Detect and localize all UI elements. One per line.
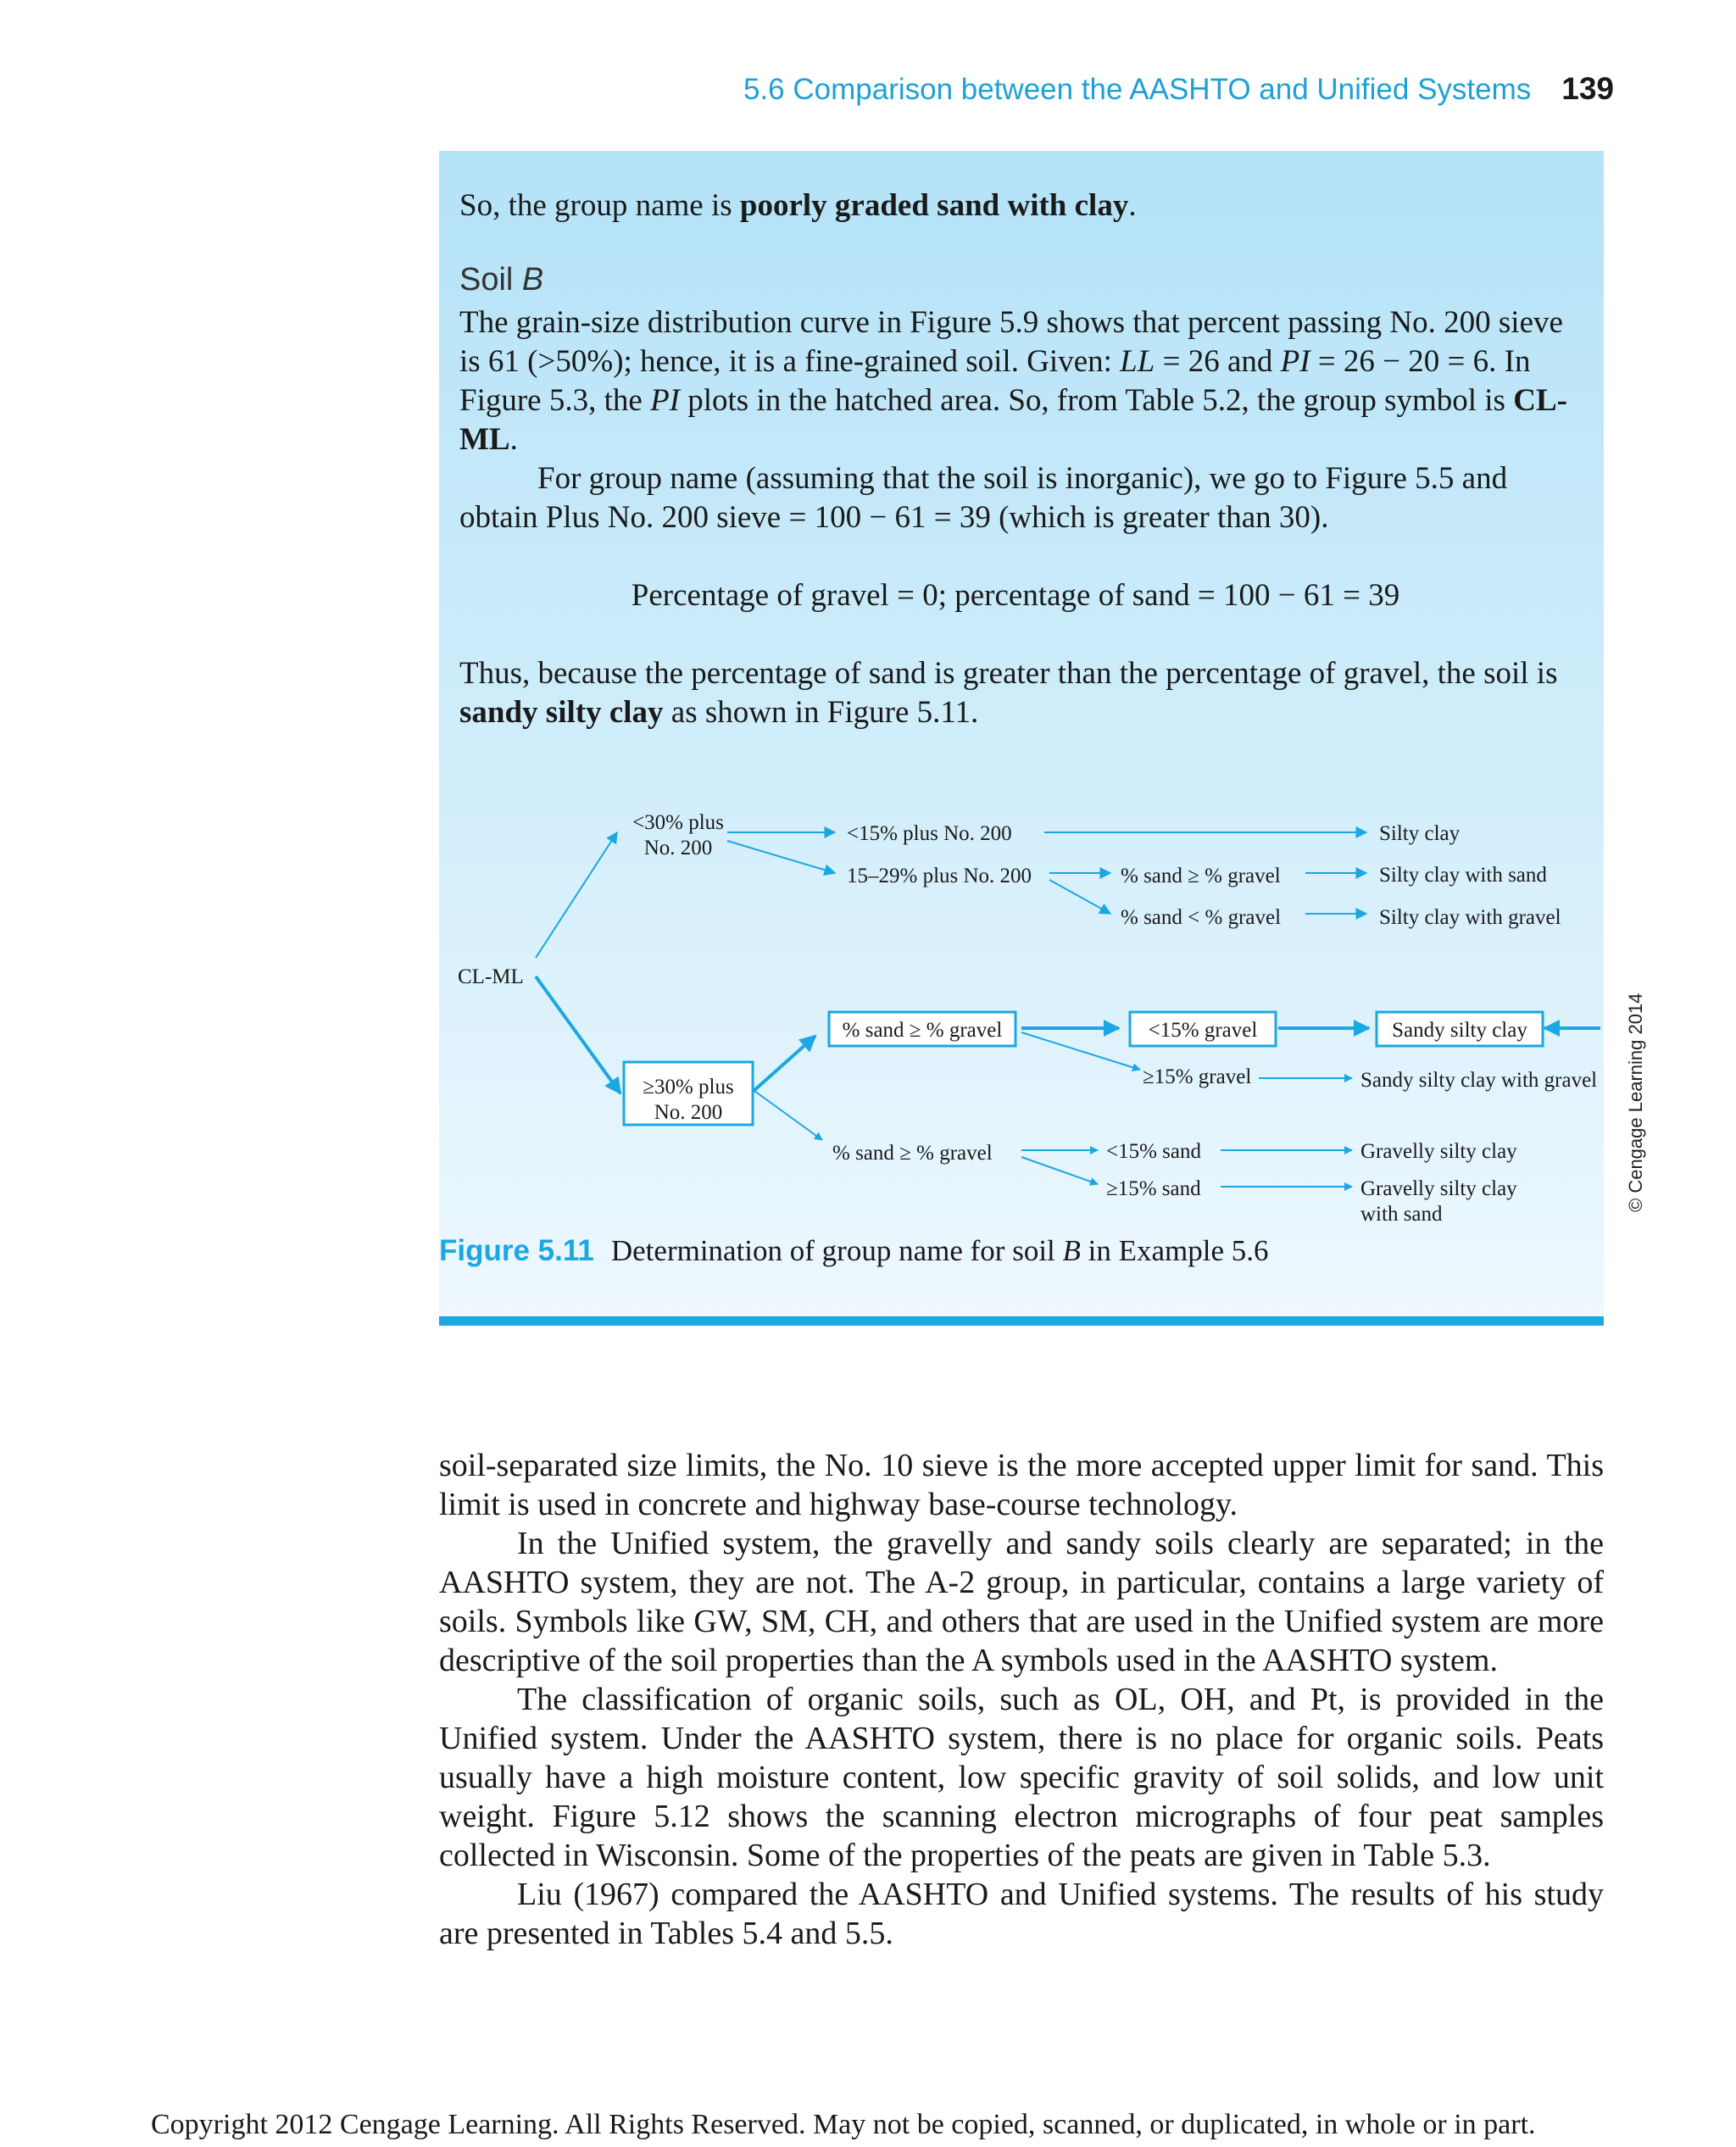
node-lower-1: ≥30% plus: [643, 1076, 734, 1099]
image-credit: © Cengage Learning 2014: [1625, 993, 1646, 1212]
node-lt15-plus: <15% plus No. 200: [847, 822, 1012, 845]
node-sand-ge-gravel-c: % sand ≥ % gravel: [832, 1142, 993, 1165]
soil-heading-letter: B: [521, 262, 544, 298]
node-ge15-sand: ≥15% sand: [1106, 1177, 1201, 1200]
node-15-29-plus: 15–29% plus No. 200: [847, 865, 1032, 887]
node-sand-lt-gravel: % sand < % gravel: [1121, 906, 1282, 929]
node-lt15-sand: <15% sand: [1106, 1140, 1201, 1163]
p2-bold: CL-ML: [459, 383, 1567, 457]
p2-text-1: The grain-size distribution curve in Figure 5.9 shows that percent passing No. 200 sieve is 61 (>50%); hence, it is a fine-grained soil. Given:: [459, 305, 1563, 379]
p2-text-4: plots in the hatched area. So, from Table 5.2, the group symbol is: [680, 383, 1514, 418]
figure-caption: [439, 1234, 1269, 1268]
p2-pi: PI: [1280, 344, 1310, 379]
page-number: 139: [1561, 71, 1614, 106]
body-paragraph-4: Liu (1967) compared the AASHTO and Unified systems. The results of his study are presented in Tables 5.4 and 5.5.: [439, 1877, 1604, 1951]
arrow-lower-sand-c: [754, 1091, 822, 1140]
node-cl-ml: CL-ML: [458, 965, 524, 988]
leaf-silty-clay: Silty clay: [1379, 822, 1461, 845]
node-lower-2: No. 200: [654, 1101, 723, 1124]
node-upper-2: No. 200: [643, 837, 713, 859]
arrow-upper-15-29: [727, 841, 835, 873]
copyright-footer: Copyright 2012 Cengage Learning. All Rights Reserved. May not be copied, scanned, or duplicated, in whole or in part.: [151, 2109, 1536, 2140]
p2-pi-2: PI: [650, 383, 680, 418]
body-paragraph-2: In the Unified system, the gravelly and sandy soils clearly are separated; in the AASHTO system, they are not. The A-2 group, in particular, contains a large variety of soils. Symbols like GW, SM, CH, and others that are used in the Unified system are more descriptive of the soil properties than the A symbols used in the AASHTO system.: [439, 1526, 1604, 1678]
node-sand-ge-gravel-b: % sand ≥ % gravel: [842, 1019, 1003, 1042]
leaf-silty-clay-sand: Silty clay with sand: [1379, 864, 1547, 887]
leaf-gravelly-silty-clay-sand-1: Gravelly silty clay: [1360, 1177, 1517, 1200]
p2-end: .: [509, 422, 518, 457]
arrow-15-29-gravel: [1049, 880, 1110, 914]
arrow-lower-sand-b: [753, 1036, 815, 1092]
arrow-ge15-sand-split: [1021, 1157, 1098, 1184]
leaf-sandy-silty-clay-gravel: Sandy silty clay with gravel: [1360, 1069, 1598, 1092]
leaf-gravelly-silty-clay-sand-2: with sand: [1360, 1203, 1443, 1226]
p1-suffix: .: [1128, 188, 1137, 223]
p2-text-3: = 26 − 20 = 6. In Figure 5.3, the: [459, 344, 1531, 418]
caption-text: Determination of group name for soil: [610, 1234, 1063, 1267]
arrow-root-upper: [536, 832, 617, 958]
body-text: [439, 1446, 1604, 1953]
caption-label: Figure 5.11: [439, 1234, 594, 1267]
p2-text-2: = 26 and: [1155, 344, 1281, 379]
p4-suffix: as shown in Figure 5.11.: [663, 695, 979, 730]
p4-text: Thus, because the percentage of sand is greater than the percentage of gravel, the soil is: [459, 656, 1558, 691]
leaf-gravelly-silty-clay: Gravelly silty clay: [1360, 1140, 1517, 1163]
leaf-silty-clay-gravel: Silty clay with gravel: [1379, 906, 1561, 929]
leaf-sandy-silty-clay: Sandy silty clay: [1392, 1019, 1527, 1042]
soil-heading-text: Soil: [459, 262, 522, 298]
p1-text: So, the group name is: [459, 188, 740, 223]
caption-italic: B: [1062, 1234, 1081, 1267]
example-equation: Percentage of gravel = 0; percentage of sand = 100 − 61 = 39: [631, 578, 1400, 613]
body-paragraph-3: The classification of organic soils, such as OL, OH, and Pt, is provided in the Unified system. Under the AASHTO system, there is no place for organic soils. Peats usually have a high moisture content, low specific gravity of soil solids, and low unit weight. Figure 5.12 shows the scanning electron micrographs of four peat samples collected in Wisconsin. Some of the properties of the peats are given in Table 5.3.: [439, 1682, 1604, 1873]
node-lt15-gravel: <15% gravel: [1148, 1019, 1258, 1042]
p4-bold: sandy silty clay: [459, 695, 664, 730]
p2-ll: LL: [1120, 344, 1155, 379]
p1-bold: poorly graded sand with clay: [739, 188, 1129, 223]
arrow-ge15-gravel: [1021, 1032, 1140, 1070]
caption-suffix: in Example 5.6: [1080, 1234, 1269, 1267]
example-paragraph-3: For group name (assuming that the soil is inorganic), we go to Figure 5.5 and obtain Plus No. 200 sieve = 100 − 61 = 39 (which is greater than 30).: [459, 461, 1508, 535]
node-upper-1: <30% plus: [632, 811, 724, 834]
arrow-root-lower: [536, 976, 620, 1093]
node-ge15-gravel: ≥15% gravel: [1143, 1065, 1252, 1088]
body-paragraph-1: soil-separated size limits, the No. 10 sieve is the more accepted upper limit for sand. This limit is used in concrete and highway base-course technology.: [439, 1448, 1604, 1522]
section-title: 5.6 Comparison between the AASHTO and Unified Systems: [743, 73, 1532, 106]
node-sand-ge-gravel-a: % sand ≥ % gravel: [1121, 865, 1281, 887]
box-bottom-rule: [439, 1316, 1604, 1326]
